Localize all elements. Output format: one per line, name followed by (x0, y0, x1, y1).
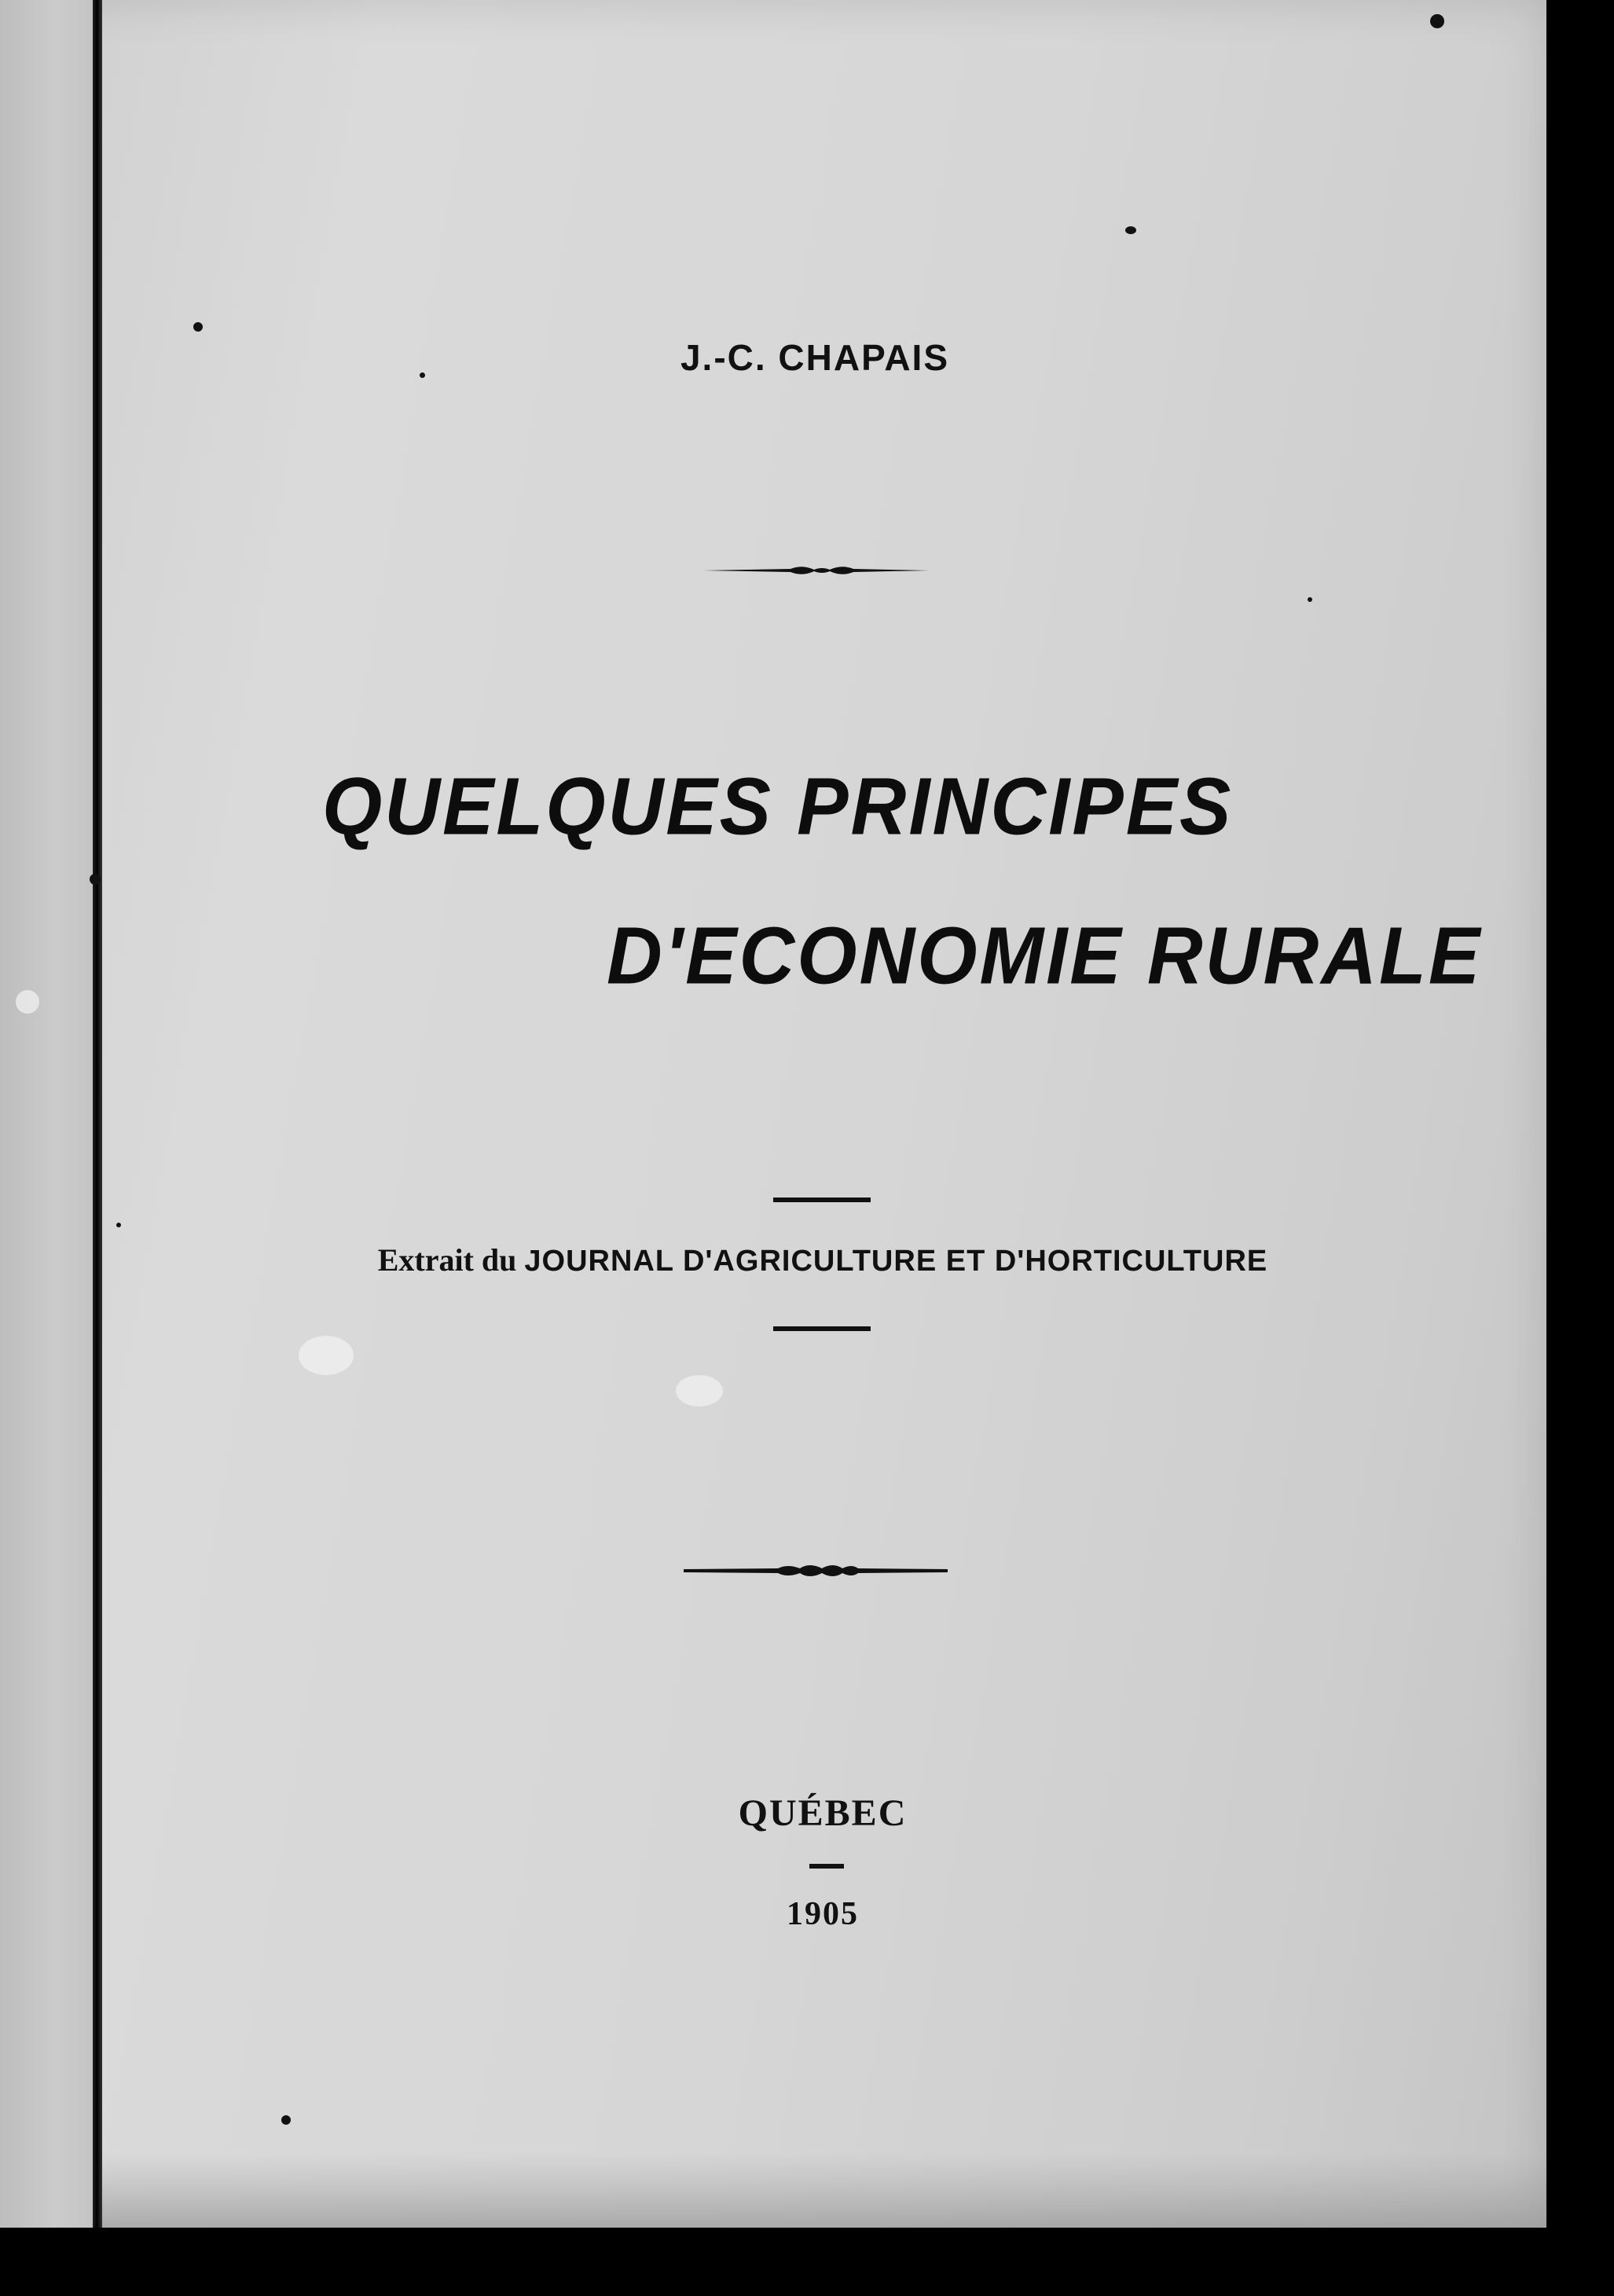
scan-bottom-border (0, 2228, 1614, 2296)
page-bottom-shadow (102, 2153, 1546, 2228)
paper-blemish (16, 990, 39, 1014)
middle-ornament-rule (684, 1559, 948, 1583)
upper-short-rule (773, 1198, 871, 1202)
binding-fold-line (93, 0, 102, 2228)
journal-name: JOURNAL D'AGRICULTURE ET D'HORTICULTURE (524, 1245, 1268, 1278)
paper-speck (90, 874, 101, 885)
author-name: J.-C. CHAPAIS (680, 337, 950, 378)
title-line-two: D'ECONOMIE RURALE (607, 910, 1483, 1001)
paper-speck (116, 1223, 121, 1227)
extract-note (0, 1242, 1614, 1278)
paper-speck (1125, 226, 1136, 234)
paper-speck (1430, 14, 1444, 28)
place-year-divider (809, 1864, 844, 1869)
page-left-margin-strip (0, 0, 93, 2228)
lower-short-rule (773, 1326, 871, 1331)
top-ornament-rule (704, 559, 929, 583)
paper-blemish (676, 1375, 723, 1407)
paper-speck (281, 2115, 291, 2125)
extract-prefix: Extrait du (377, 1242, 517, 1278)
paper-speck (1308, 597, 1312, 602)
paper-blemish (299, 1336, 354, 1375)
paper-speck (193, 322, 203, 332)
publication-place: QUÉBEC (738, 1792, 908, 1834)
publication-year: 1905 (787, 1896, 859, 1932)
title-line-one: QUELQUES PRINCIPES (322, 761, 1234, 852)
scan-right-border (1546, 0, 1614, 2296)
